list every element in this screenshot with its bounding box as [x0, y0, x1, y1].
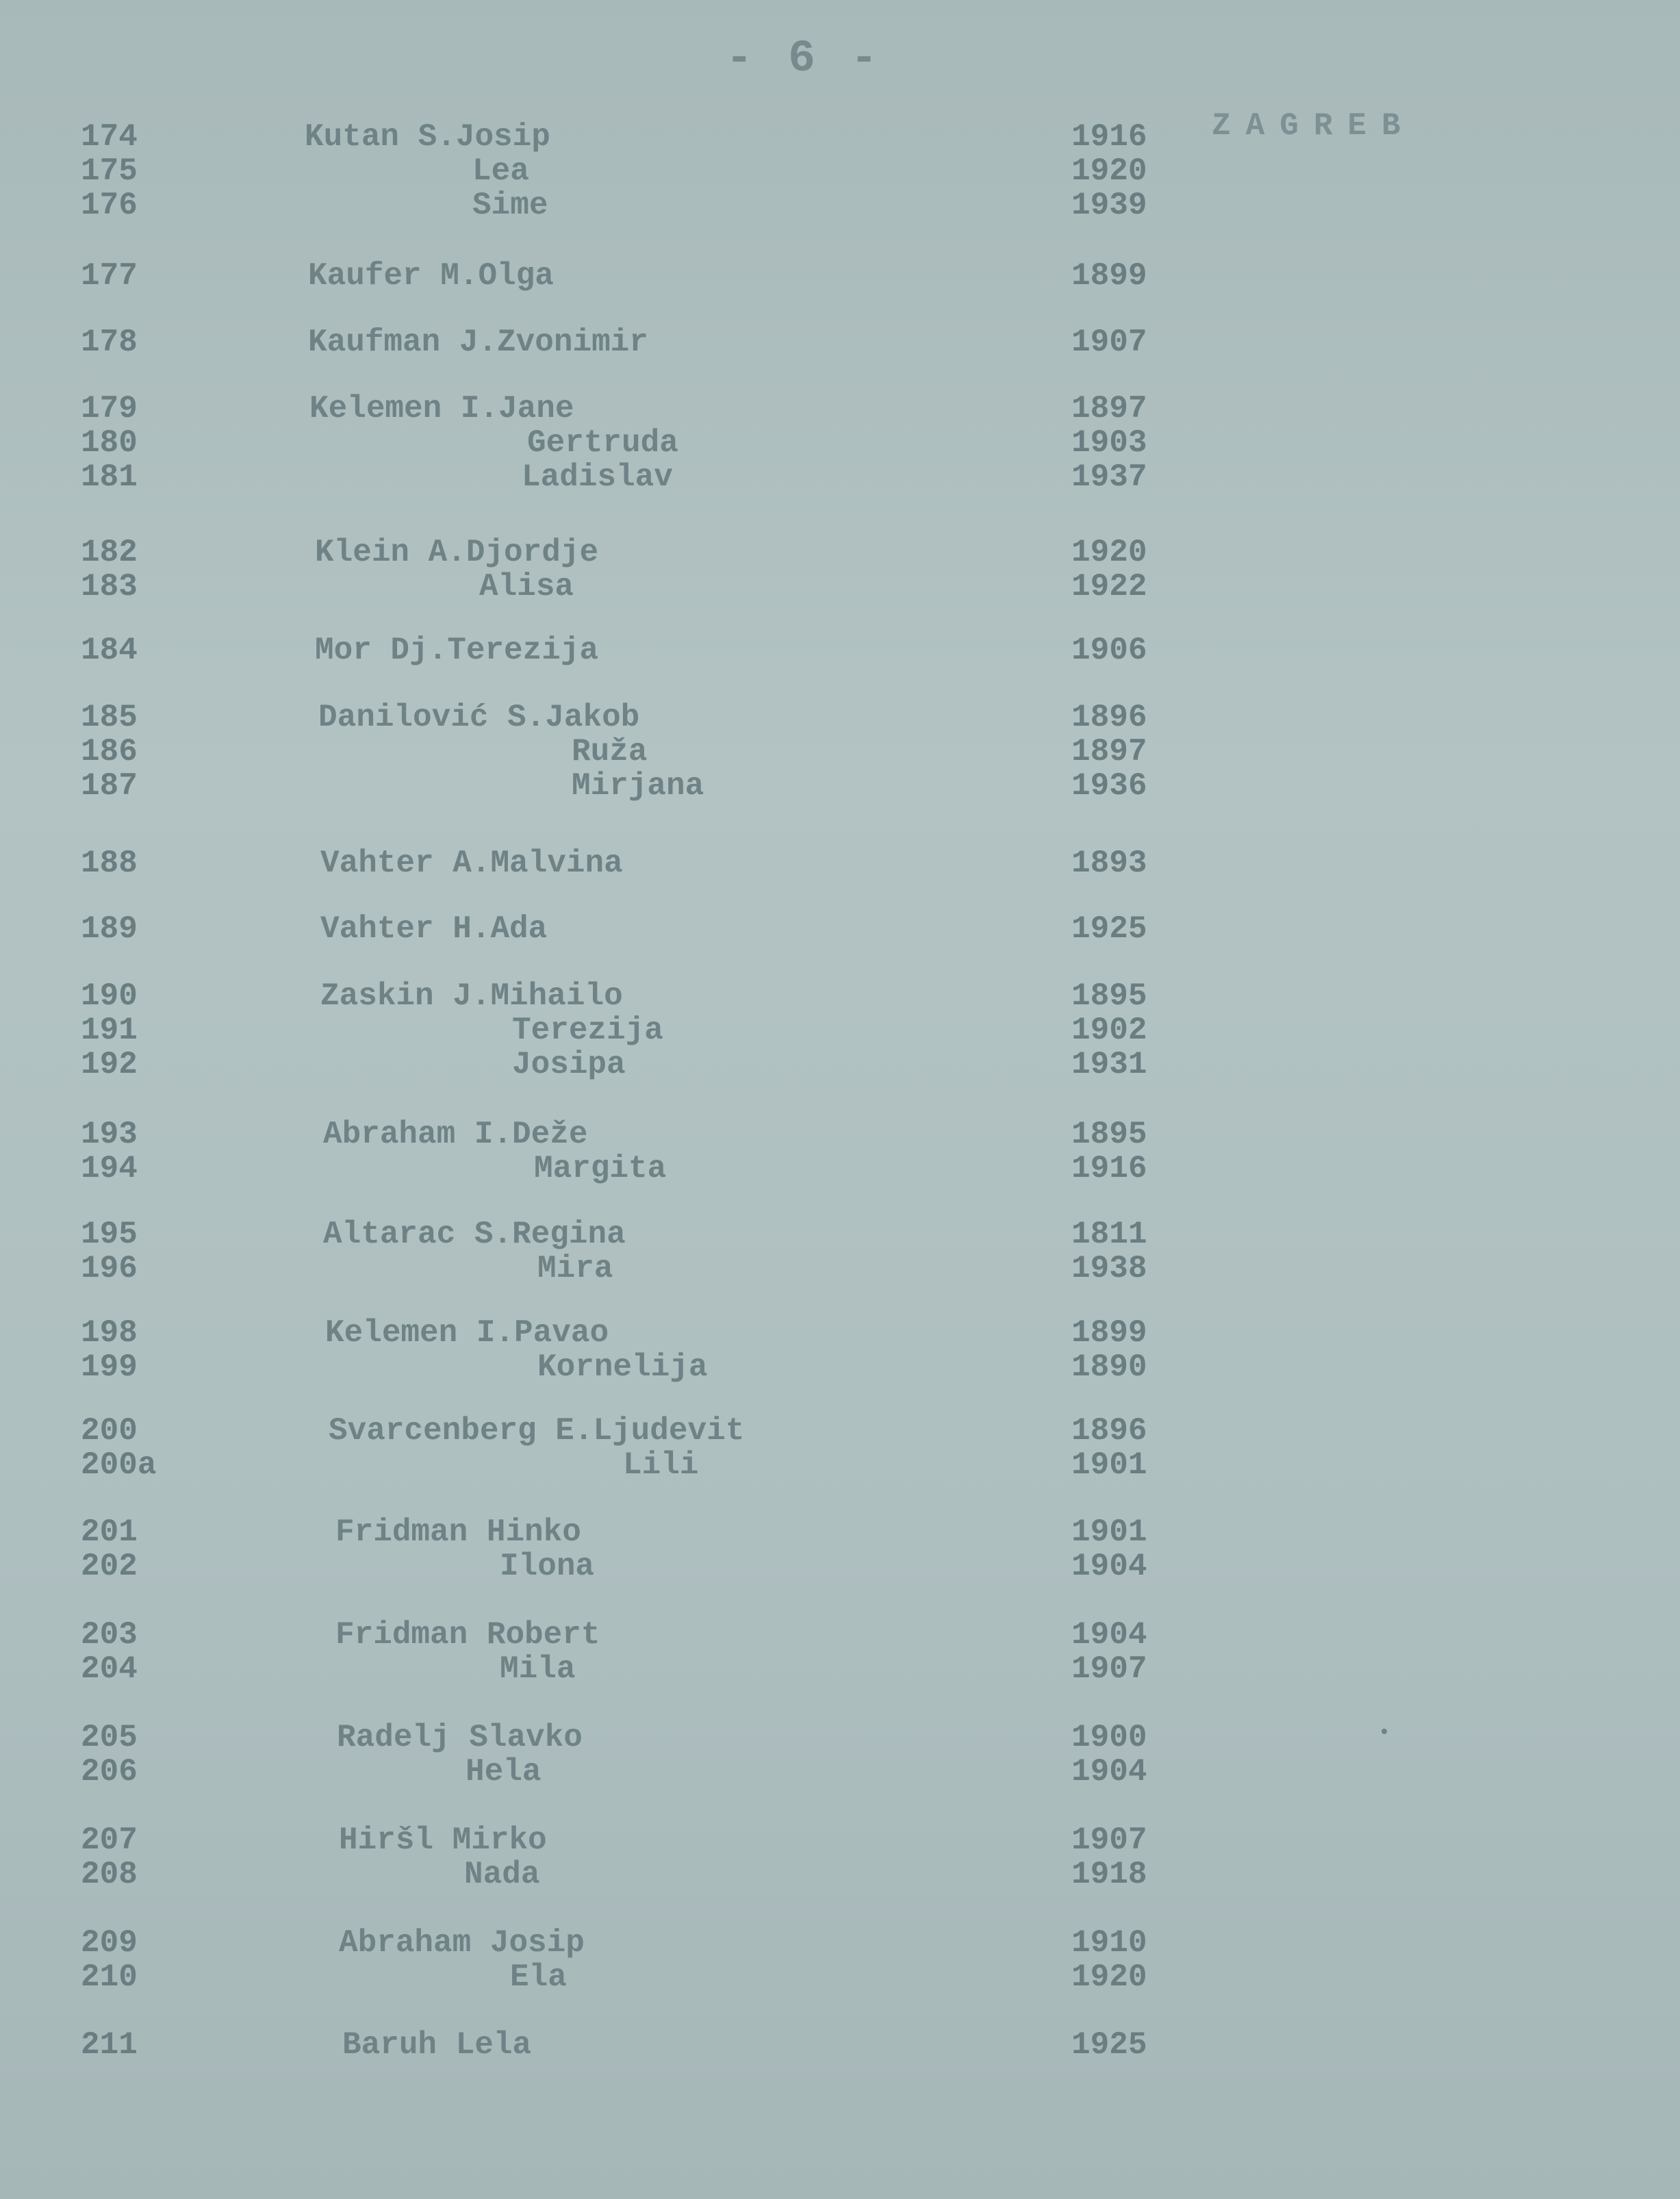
entry-group	[0, 2028, 1680, 2062]
entry-number: 201	[81, 1514, 138, 1550]
entry-group	[0, 259, 1680, 293]
entry-line	[0, 769, 1680, 803]
entry-birth-year: 1895	[1071, 978, 1147, 1014]
entry-birth-year: 1903	[1071, 425, 1147, 461]
entry-birth-year: 1918	[1071, 1857, 1147, 1892]
entry-name: Fridman Hinko	[335, 1514, 581, 1550]
entry-birth-year: 1925	[1071, 911, 1147, 947]
entry-birth-year: 1907	[1071, 1822, 1147, 1858]
entry-group	[0, 1720, 1680, 1789]
entry-birth-year: 1920	[1071, 153, 1147, 189]
entry-line	[0, 1152, 1680, 1186]
entry-group	[0, 700, 1680, 803]
entry-number: 176	[81, 188, 138, 223]
entry-number: 182	[81, 535, 138, 570]
entry-name: Nada	[464, 1857, 540, 1892]
entry-line	[0, 1515, 1680, 1549]
entry-number: 202	[81, 1549, 138, 1584]
entry-line	[0, 1117, 1680, 1152]
entry-birth-year: 1901	[1071, 1447, 1147, 1483]
entry-name: Terezija	[512, 1013, 663, 1048]
entry-number: 178	[81, 325, 138, 360]
entry-name: Kutan S.Josip	[305, 119, 550, 155]
entry-line	[0, 154, 1680, 188]
entry-number: 188	[81, 846, 138, 881]
entry-number: 203	[81, 1617, 138, 1653]
entry-name: Hela	[466, 1754, 542, 1790]
entry-line	[0, 392, 1680, 426]
entry-name: Zaskin J.Mihailo	[320, 978, 623, 1014]
entry-line	[0, 535, 1680, 570]
entry-line	[0, 460, 1680, 494]
entry-line	[0, 846, 1680, 880]
entry-line	[0, 1720, 1680, 1755]
entry-group	[0, 1414, 1680, 1482]
entry-number: 205	[81, 1720, 138, 1755]
ink-spot	[1382, 1729, 1387, 1734]
entry-number: 180	[81, 425, 138, 461]
entry-number: 185	[81, 700, 138, 735]
entry-number: 187	[81, 768, 138, 804]
entry-group	[0, 979, 1680, 1082]
entry-line	[0, 1857, 1680, 1892]
entry-number: 208	[81, 1857, 138, 1892]
entry-name: Fridman Robert	[335, 1617, 600, 1653]
entry-line	[0, 700, 1680, 735]
city-heading: ZAGREB	[1212, 108, 1416, 144]
entry-name: Mirjana	[572, 768, 704, 804]
entry-number: 183	[81, 569, 138, 605]
entry-group	[0, 325, 1680, 359]
entry-group	[0, 120, 1680, 223]
entry-name: Klein A.Djordje	[315, 535, 599, 570]
entry-number: 179	[81, 391, 138, 427]
entry-name: Kaufman J.Zvonimir	[308, 325, 648, 360]
entry-group	[0, 535, 1680, 604]
entry-birth-year: 1904	[1071, 1754, 1147, 1790]
entry-name: Kelemen I.Pavao	[325, 1315, 609, 1351]
entry-line	[0, 735, 1680, 769]
entry-birth-year: 1916	[1071, 1151, 1147, 1186]
entry-line	[0, 1251, 1680, 1286]
entry-name: Ilona	[500, 1549, 595, 1584]
entry-birth-year: 1907	[1071, 1651, 1147, 1687]
entry-number: 190	[81, 978, 138, 1014]
entry-line	[0, 1549, 1680, 1584]
entry-number: 189	[81, 911, 138, 947]
entry-number: 207	[81, 1822, 138, 1858]
entry-name: Ela	[510, 1959, 567, 1995]
entry-group	[0, 846, 1680, 880]
entry-line	[0, 325, 1680, 359]
entry-birth-year: 1811	[1071, 1217, 1147, 1252]
entry-birth-year: 1895	[1071, 1117, 1147, 1152]
entry-birth-year: 1904	[1071, 1549, 1147, 1584]
entry-number: 174	[81, 119, 138, 155]
entry-birth-year: 1916	[1071, 119, 1147, 155]
entry-line	[0, 1047, 1680, 1082]
entry-name: Abraham Josip	[339, 1925, 585, 1961]
entry-birth-year: 1902	[1071, 1013, 1147, 1048]
entry-name: Josipa	[512, 1047, 626, 1082]
entry-birth-year: 1897	[1071, 391, 1147, 427]
entry-name: Radelj Slavko	[337, 1720, 583, 1755]
entry-name: Danilović S.Jakob	[318, 700, 640, 735]
entry-birth-year: 1896	[1071, 1413, 1147, 1449]
entry-number: 191	[81, 1013, 138, 1048]
entry-line	[0, 1755, 1680, 1789]
entry-group	[0, 633, 1680, 668]
entry-name: Hiršl Mirko	[339, 1822, 547, 1858]
entry-line	[0, 1013, 1680, 1047]
entry-number: 210	[81, 1959, 138, 1995]
entry-birth-year: 1920	[1071, 1959, 1147, 1995]
entry-group	[0, 1316, 1680, 1384]
entry-line	[0, 1823, 1680, 1857]
entry-group	[0, 1618, 1680, 1686]
entry-number: 200a	[81, 1447, 157, 1483]
entry-line	[0, 1960, 1680, 1994]
entry-name: Gertruda	[527, 425, 678, 461]
entry-line	[0, 1414, 1680, 1448]
entry-name: Altarac S.Regina	[323, 1217, 626, 1252]
entry-line	[0, 1316, 1680, 1350]
entry-name: Margita	[534, 1151, 667, 1186]
entry-line	[0, 120, 1680, 154]
entry-number: 204	[81, 1651, 138, 1687]
entry-line	[0, 1217, 1680, 1251]
entry-line	[0, 1350, 1680, 1384]
entry-number: 211	[81, 2027, 138, 2063]
entry-name: Mila	[500, 1651, 576, 1687]
entry-birth-year: 1907	[1071, 325, 1147, 360]
entry-group	[0, 392, 1680, 494]
entry-birth-year: 1896	[1071, 700, 1147, 735]
entry-group	[0, 1217, 1680, 1286]
entry-birth-year: 1937	[1071, 459, 1147, 495]
entry-birth-year: 1899	[1071, 1315, 1147, 1351]
entry-line	[0, 1926, 1680, 1960]
entry-birth-year: 1920	[1071, 535, 1147, 570]
entry-name: Kornelija	[537, 1349, 708, 1385]
entry-birth-year: 1890	[1071, 1349, 1147, 1385]
entry-number: 200	[81, 1413, 138, 1449]
entry-birth-year: 1893	[1071, 846, 1147, 881]
entry-line	[0, 2028, 1680, 2062]
entry-name: Lili	[623, 1447, 699, 1483]
entry-group	[0, 1926, 1680, 1994]
entry-number: 186	[81, 734, 138, 770]
entry-line	[0, 1448, 1680, 1482]
entry-group	[0, 1117, 1680, 1186]
entry-name: Alisa	[479, 569, 574, 605]
entry-birth-year: 1901	[1071, 1514, 1147, 1550]
entry-birth-year: 1931	[1071, 1047, 1147, 1082]
entry-birth-year: 1906	[1071, 633, 1147, 668]
entry-name: Ruža	[572, 734, 648, 770]
entry-number: 175	[81, 153, 138, 189]
entry-birth-year: 1910	[1071, 1925, 1147, 1961]
entry-line	[0, 188, 1680, 223]
entry-birth-year: 1900	[1071, 1720, 1147, 1755]
entry-name: Baruh Lela	[342, 2027, 532, 2063]
entry-group	[0, 912, 1680, 946]
entry-name: Abraham I.Deže	[323, 1117, 588, 1152]
entry-number: 198	[81, 1315, 138, 1351]
entry-name: Mira	[537, 1251, 613, 1286]
entry-birth-year: 1925	[1071, 2027, 1147, 2063]
entry-birth-year: 1922	[1071, 569, 1147, 605]
entry-line	[0, 426, 1680, 460]
entry-number: 195	[81, 1217, 138, 1252]
entry-number: 181	[81, 459, 138, 495]
entry-number: 209	[81, 1925, 138, 1961]
entry-name: Kaufer M.Olga	[308, 258, 554, 294]
entry-line	[0, 1618, 1680, 1652]
entry-name: Vahter H.Ada	[320, 911, 548, 947]
entry-number: 192	[81, 1047, 138, 1082]
entry-number: 184	[81, 633, 138, 668]
entry-name: Mor Dj.Terezija	[315, 633, 599, 668]
entry-name: Vahter A.Malvina	[320, 846, 623, 881]
entry-name: Lea	[472, 153, 529, 189]
entry-group	[0, 1515, 1680, 1584]
page-number: - 6 -	[726, 33, 882, 84]
entry-name: Ladislav	[522, 459, 673, 495]
entry-number: 196	[81, 1251, 138, 1286]
entry-number: 177	[81, 258, 138, 294]
entry-number: 199	[81, 1349, 138, 1385]
entry-name: Svarcenberg E.Ljudevit	[329, 1413, 745, 1449]
entry-line	[0, 979, 1680, 1013]
entry-birth-year: 1939	[1071, 188, 1147, 223]
entry-line	[0, 1652, 1680, 1686]
entry-birth-year: 1899	[1071, 258, 1147, 294]
entry-number: 193	[81, 1117, 138, 1152]
entry-group	[0, 1823, 1680, 1892]
entry-number: 206	[81, 1754, 138, 1790]
entry-birth-year: 1897	[1071, 734, 1147, 770]
entry-birth-year: 1938	[1071, 1251, 1147, 1286]
entry-number: 194	[81, 1151, 138, 1186]
entry-name: Sime	[472, 188, 548, 223]
entry-name: Kelemen I.Jane	[309, 391, 574, 427]
entry-line	[0, 633, 1680, 668]
entry-line	[0, 570, 1680, 604]
entry-birth-year: 1936	[1071, 768, 1147, 804]
entry-line	[0, 259, 1680, 293]
entry-birth-year: 1904	[1071, 1617, 1147, 1653]
entry-line	[0, 912, 1680, 946]
